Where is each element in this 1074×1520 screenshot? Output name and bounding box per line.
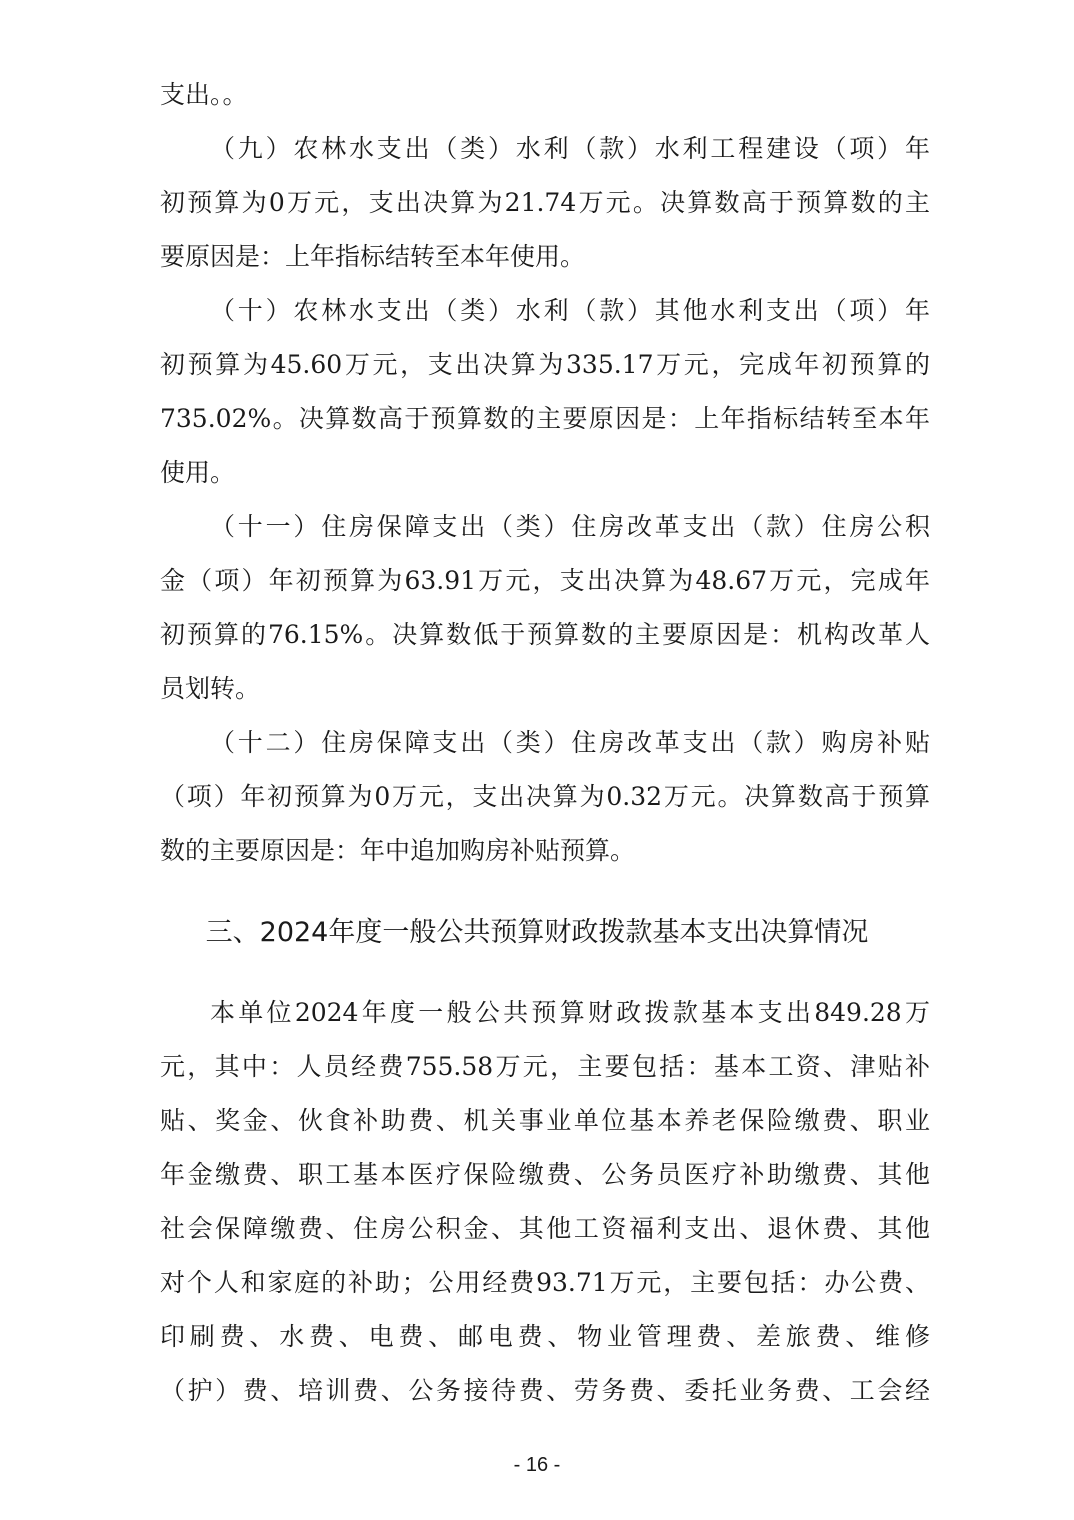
paragraph-line: 元，其中：人员经费755.58万元，主要包括：基本工资、津贴补 (160, 1052, 930, 1081)
paragraph-line: 员划转。 (160, 674, 261, 703)
paragraph-line: （护）费、培训费、公务接待费、劳务费、委托业务费、工会经 (160, 1376, 930, 1405)
paragraph-line: 数的主要原因是：年中追加购房补贴预算。 (160, 836, 636, 865)
paragraph-line: 对个人和家庭的补助；公用经费93.71万元，主要包括：办公费、 (160, 1268, 930, 1297)
paragraph-line: （项）年初预算为0万元，支出决算为0.32万元。决算数高于预算 (160, 782, 930, 811)
paragraph-line: （十）农林水支出（类）水利（款）其他水利支出（项）年 (210, 296, 930, 325)
paragraph-line: （十二）住房保障支出（类）住房改革支出（款）购房补贴 (210, 728, 930, 757)
paragraph-line: 735.02%。决算数高于预算数的主要原因是：上年指标结转至本年 (160, 404, 930, 433)
paragraph-line: 印刷费、水费、电费、邮电费、物业管理费、差旅费、维修 (160, 1322, 930, 1351)
paragraph-line: 本单位2024年度一般公共预算财政拨款基本支出849.28万 (210, 998, 930, 1027)
paragraph-line: 使用。 (160, 458, 236, 487)
paragraph-line: （十一）住房保障支出（类）住房改革支出（款）住房公积 (210, 512, 930, 541)
paragraph-line: 贴、奖金、伙食补助费、机关事业单位基本养老保险缴费、职业 (160, 1106, 930, 1135)
paragraph-line: 初预算为0万元，支出决算为21.74万元。决算数高于预算数的主 (160, 188, 930, 217)
section-heading: 三、2024年度一般公共预算财政拨款基本支出决算情况 (205, 917, 869, 948)
paragraph-line: 年金缴费、职工基本医疗保险缴费、公务员医疗补助缴费、其他 (160, 1160, 930, 1189)
page-number: - 16 - (513, 1454, 561, 1476)
paragraph-line: 社会保障缴费、住房公积金、其他工资福利支出、退休费、其他 (160, 1214, 930, 1243)
paragraph-line: 支出。。 (160, 80, 248, 109)
paragraph-line: （九）农林水支出（类）水利（款）水利工程建设（项）年 (210, 134, 930, 163)
paragraph-line: 要原因是：上年指标结转至本年使用。 (160, 242, 586, 271)
paragraph-line: 金（项）年初预算为63.91万元，支出决算为48.67万元，完成年 (160, 566, 930, 595)
paragraph-line: 初预算为45.60万元，支出决算为335.17万元，完成年初预算的 (160, 350, 930, 379)
paragraph-line: 初预算的76.15%。决算数低于预算数的主要原因是：机构改革人 (160, 620, 930, 649)
